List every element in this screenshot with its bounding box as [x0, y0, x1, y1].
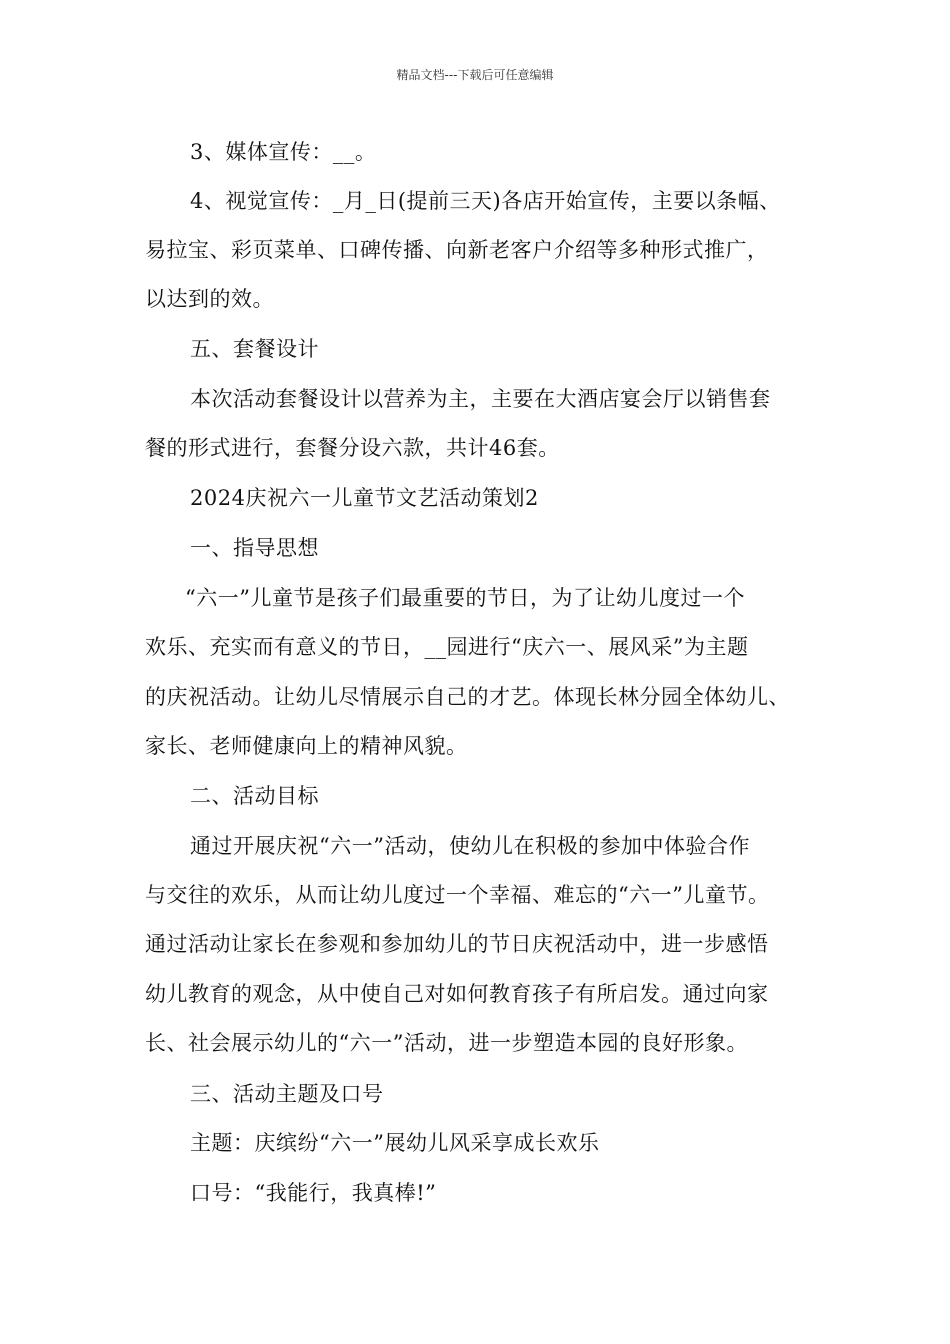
- paragraph-line: 通过开展庆祝“六一”活动，使幼儿在积极的参加中体验合作: [190, 834, 750, 858]
- section-heading: 三、活动主题及口号: [190, 1082, 384, 1106]
- document-title: 2024庆祝六一儿童节文艺活动策划2: [190, 486, 539, 510]
- section-heading: 一、指导思想: [190, 536, 319, 560]
- paragraph-line: 4、视觉宣传：_月_日(提前三天)各店开始宣传，主要以条幅、: [190, 189, 781, 213]
- paragraph-line: 本次活动套餐设计以营养为主，主要在大酒店宴会厅以销售套: [190, 387, 771, 411]
- page-header: 精品文档---下载后可任意编辑: [396, 68, 554, 82]
- paragraph-line: 欢乐、充实而有意义的节日，__园进行“庆六一、展风采”为主题: [145, 635, 749, 659]
- paragraph-line: 幼儿教育的观念，从中使自己对如何教育孩子有所启发。通过向家: [145, 982, 769, 1006]
- paragraph-line: 通过活动让家长在参观和参加幼儿的节日庆祝活动中，进一步感悟: [145, 932, 769, 956]
- paragraph-line: 家长、老师健康向上的精神风貌。: [145, 734, 468, 758]
- paragraph-line: 主题：庆缤纷“六一”展幼儿风采享成长欢乐: [190, 1131, 600, 1155]
- paragraph-line: 易拉宝、彩页菜单、口碑传播、向新老客户介绍等多种形式推广，: [145, 238, 769, 262]
- paragraph-line: 口号：“我能行，我真棒!”: [190, 1181, 437, 1205]
- section-heading: 二、活动目标: [190, 784, 319, 808]
- paragraph-line: “六一”儿童节是孩子们最重要的节日，为了让幼儿度过一个: [185, 586, 745, 610]
- paragraph-line: 3、媒体宣传：__。: [190, 140, 377, 164]
- section-heading: 五、套餐设计: [190, 337, 319, 361]
- paragraph-line: 与交往的欢乐，从而让幼儿度过一个幸福、难忘的“六一”儿童节。: [145, 883, 770, 907]
- paragraph-line: 的庆祝活动。让幼儿尽情展示自己的才艺。体现长林分园全体幼儿、: [145, 685, 790, 709]
- paragraph-line: 以达到的效。: [145, 287, 274, 311]
- paragraph-line: 长、社会展示幼儿的“六一”活动，进一步塑造本园的良好形象。: [145, 1031, 748, 1055]
- paragraph-line: 餐的形式进行，套餐分设六款，共计46套。: [145, 436, 560, 460]
